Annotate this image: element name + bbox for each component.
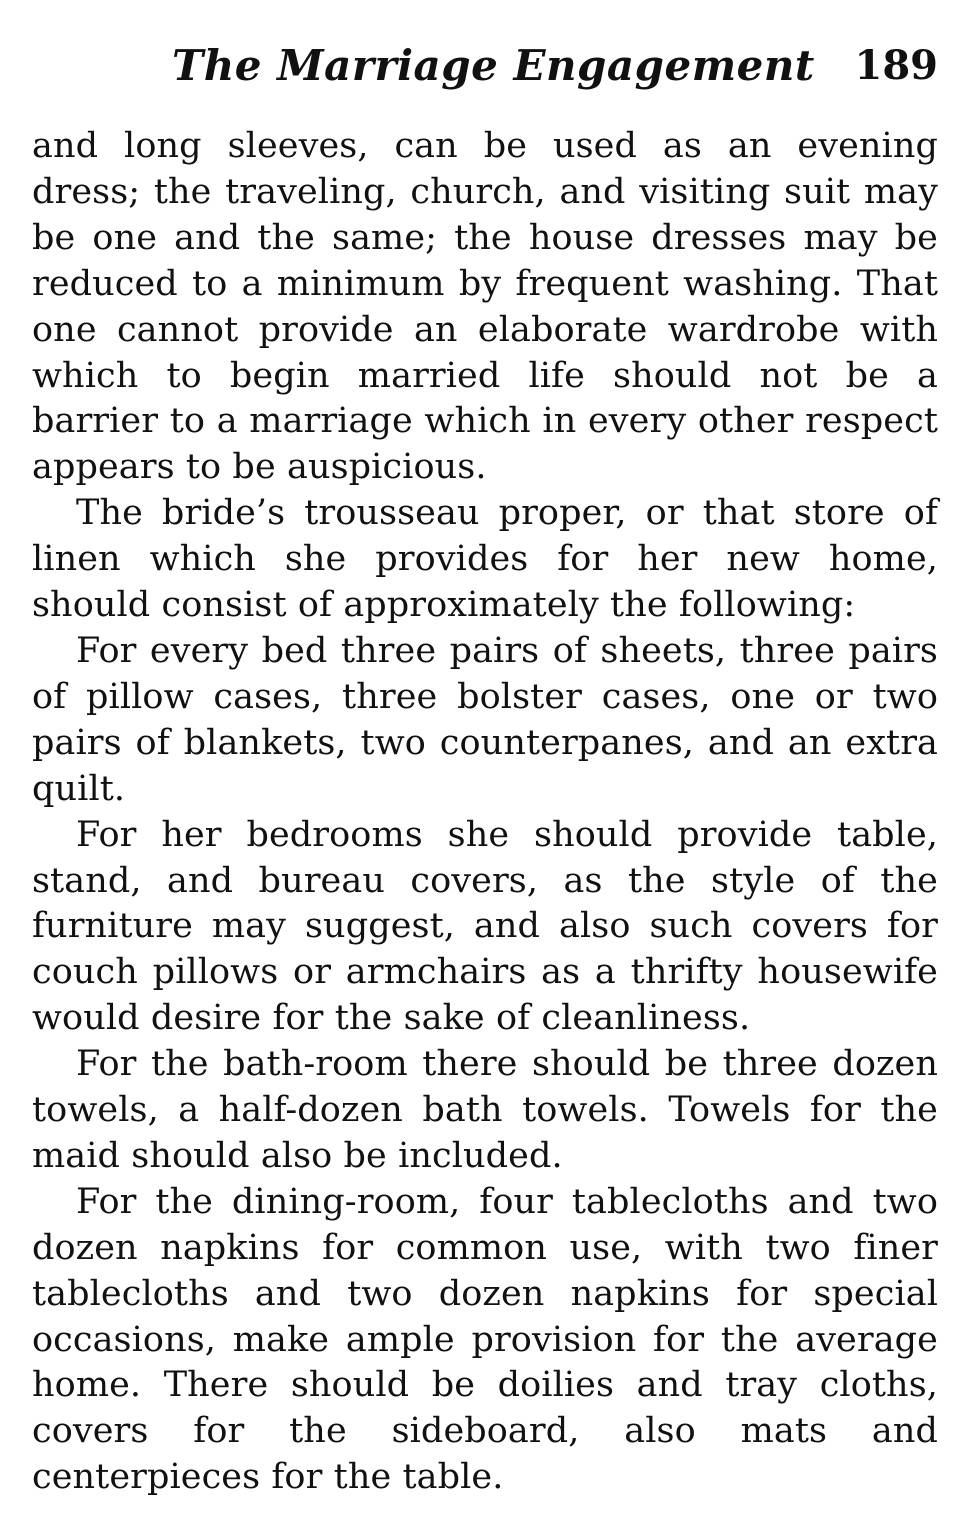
page-number: 189 (854, 42, 938, 89)
running-title: The Marriage Engagement (172, 41, 815, 90)
paragraph-bath-room: For the bath-room there should be three dozen towels, a half-dozen bath towels. Towels for the maid should also be included. (32, 1044, 938, 1176)
paragraph-trousseau: The bride’s trousseau proper, or that store of linen which she provides for her new home, should consist of approximately the following: (32, 493, 938, 626)
book-page (32, 38, 938, 1501)
running-head (32, 38, 938, 102)
body-text (32, 124, 938, 1501)
paragraph-bedrooms: For her bedrooms she should provide table, stand, and bureau covers, as the style of the furniture may suggest, and also such covers for couch pillows or armchairs as a thrifty housewife would desire for the sake of cleanliness. (32, 814, 938, 1039)
paragraph-bed-linen: For every bed three pairs of sheets, three pairs of pillow cases, three bolster cases, one or two pairs of blankets, two counterpanes, and an extra quilt. (32, 630, 938, 809)
paragraph-dining-room: For the dining-room, four tablecloths and two dozen napkins for common use, with two finer tablecloths and two dozen napkins for special occasions, make ample provision for the average home. There should be doilies and tray cloths, covers for the sideboard, also mats and centerpieces for the table. (32, 1181, 938, 1498)
paragraph-continuation: and long sleeves, can be used as an evening dress; the traveling, church, and visiting suit may be one and the same; the house dresses may be reduced to a minimum by frequent washing. That one cannot provide an elaborate wardrobe with which to begin married life should not be a barrier to a marriage which in every other respect appears to be auspicious. (32, 126, 938, 488)
